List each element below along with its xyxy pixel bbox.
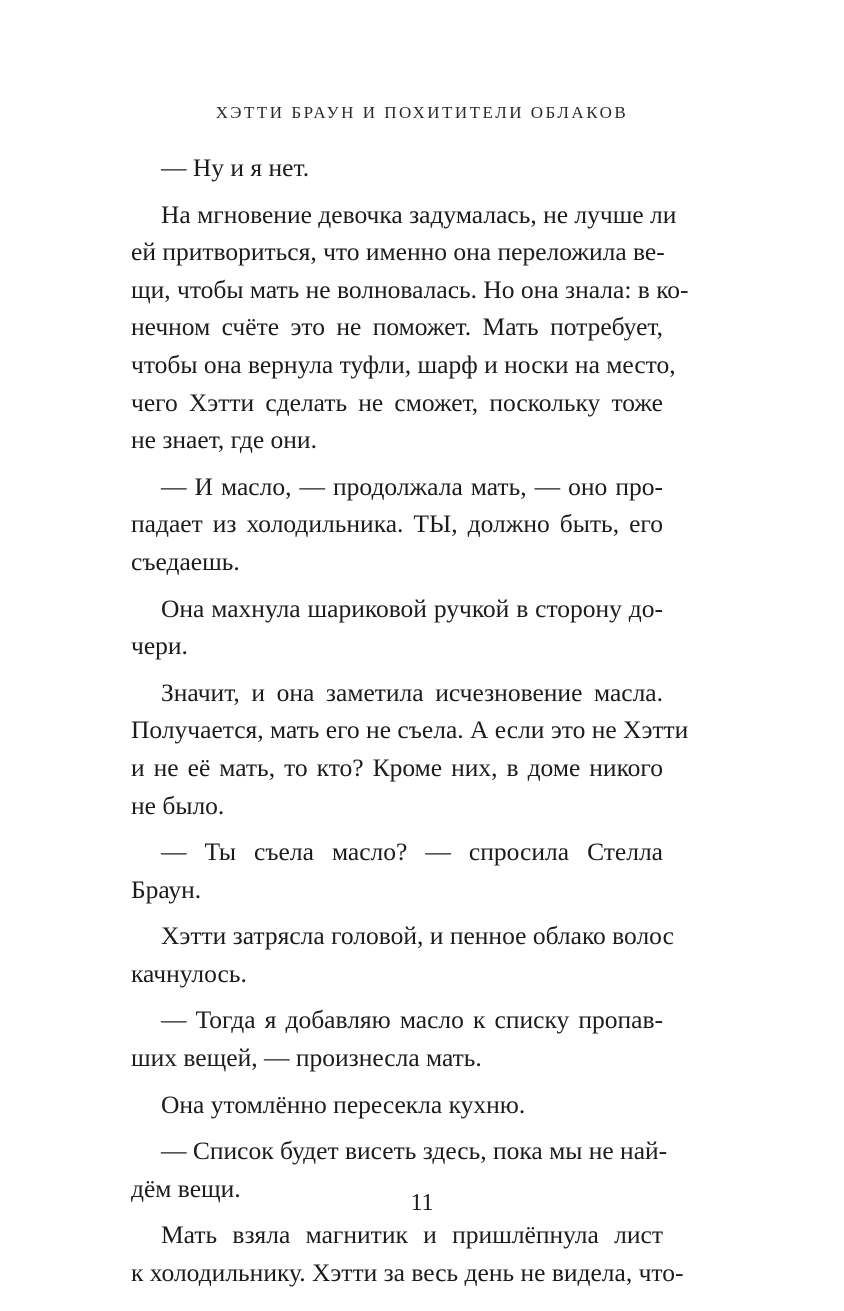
text-line: Браун.	[131, 874, 202, 904]
text-line: Хэтти затрясла головой, и пенное облако волос	[161, 921, 674, 951]
text-line: — Тогда я добавляю масло к списку пропав-	[161, 1005, 663, 1035]
text-line: — Ну и я нет.	[161, 153, 310, 182]
page-number: 11	[410, 1190, 434, 1216]
text-line: щи, чтобы мать не волновалась. Но она знала: в ко-	[131, 274, 689, 304]
text-line: чтобы она вернула туфли, шарф и носки на место,	[131, 349, 676, 379]
text-line: Она махнула шариковой ручкой в сторону до-	[161, 593, 663, 623]
text-line: качнулось.	[131, 958, 247, 988]
text-line: к холодильнику. Хэтти за весь день не видела, что-	[131, 1258, 684, 1288]
text-line: ших вещей, — произнесла мать.	[131, 1043, 482, 1073]
text-line: чери.	[131, 631, 188, 661]
text-line: не было.	[131, 790, 225, 820]
text-line: Значит, и она заметила исчезновение масла.	[161, 677, 663, 707]
text-line: ей притвориться, что именно она переложила ве-	[131, 237, 665, 267]
text-line: На мгновение девочка задумалась, не лучше ли	[161, 199, 677, 229]
text-line: Она утомлённо пересекла кухню.	[161, 1089, 526, 1119]
text-line: чего Хэтти сделать не сможет, поскольку тоже	[131, 387, 663, 417]
text-line: дём вещи.	[131, 1173, 241, 1203]
text-line: и не её мать, то кто? Кроме них, в доме никого	[131, 752, 663, 782]
text-line: съедаешь.	[131, 546, 240, 576]
text-line: падает из холодильника. ТЫ, должно быть, его	[131, 509, 663, 539]
text-line: Получается, мать его не съела. А если это не Хэтти	[131, 715, 689, 745]
text-line: Мать взяла магнитик и пришлёпнула лист	[161, 1220, 663, 1250]
body-text	[131, 149, 689, 1292]
text-line: — Ты съела масло? — спросила Стелла	[161, 837, 663, 867]
text-line: нечном счёте это не поможет. Мать потребует,	[131, 312, 663, 342]
text-line: — И масло, — продолжала мать, — оно про-	[161, 471, 663, 501]
running-head: ХЭТТИ БРАУН И ПОХИТИТЕЛИ ОБЛАКОВ	[215, 103, 629, 122]
text-line: — Список будет висеть здесь, пока мы не най-	[161, 1136, 668, 1166]
text-line: не знает, где они.	[131, 425, 317, 455]
